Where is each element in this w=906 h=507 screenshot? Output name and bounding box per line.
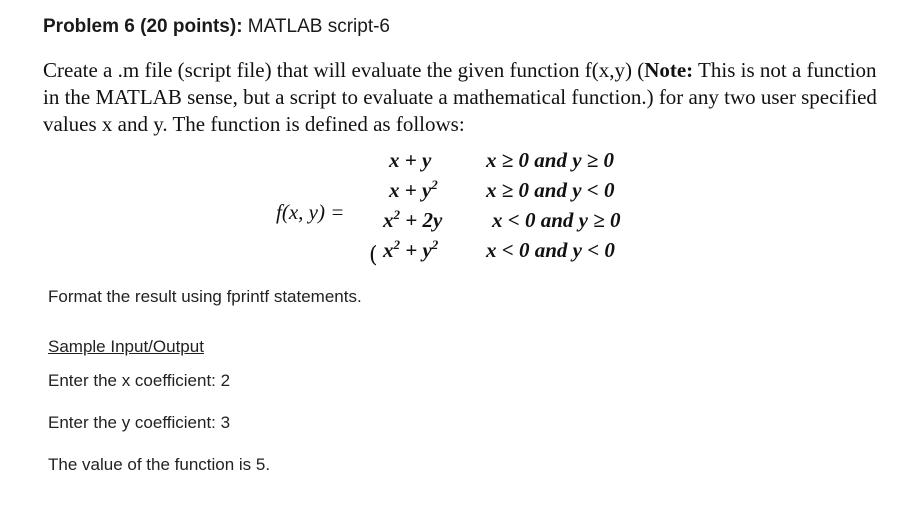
case-3-expr-base: x xyxy=(383,208,394,232)
case-2-condition: x ≥ 0 and y < 0 xyxy=(486,178,615,202)
format-note: Format the result using fprintf statements. xyxy=(48,287,362,306)
problem-title-bold: Problem 6 (20 points): xyxy=(43,16,243,37)
description-part2: This is not a function in the MATLAB sense, but a script to evaluate a mathematical function.) for any two user specified values x and y. The function is defined as follows: xyxy=(43,58,877,136)
case-4-expr-base1: x xyxy=(383,238,394,262)
case-3-expression xyxy=(383,208,442,233)
case-3-condition: x < 0 and y ≥ 0 xyxy=(492,208,621,232)
case-3-expr-sup: 2 xyxy=(393,207,400,222)
case-4-expr-mid: + y xyxy=(400,238,432,262)
case-1-condition: x ≥ 0 and y ≥ 0 xyxy=(486,148,615,172)
case-4-condition: x < 0 and y < 0 xyxy=(486,238,615,262)
description-part1: Create a .m file (script file) that will evaluate the given function f(x,y) ( xyxy=(43,58,645,82)
note-label: Note: xyxy=(644,58,694,82)
case-4-expr-sup1: 2 xyxy=(393,237,400,252)
equation-lhs: f(x, y) = xyxy=(276,200,345,224)
sample-line-result: The value of the function is 5. xyxy=(48,455,271,474)
left-brace-glyph: ( xyxy=(369,243,378,268)
case-4-expr-sup2: 2 xyxy=(431,237,439,252)
case-3-expr-tail: + 2y xyxy=(400,208,443,232)
case-2-expr-base: x + y xyxy=(389,178,432,202)
case-2-expression xyxy=(389,178,438,203)
sample-line-y: Enter the y coefficient: 3 xyxy=(48,413,231,432)
sample-heading: Sample Input/Output xyxy=(48,337,204,356)
case-2-expr-sup: 2 xyxy=(431,177,438,192)
case-1-expression: x + y xyxy=(389,148,432,172)
problem-title-rest: MATLAB script-6 xyxy=(242,16,390,37)
problem-description xyxy=(43,57,883,138)
problem-title xyxy=(43,16,390,38)
sample-line-x: Enter the x coefficient: 2 xyxy=(48,371,231,390)
case-4-expression xyxy=(383,238,438,263)
